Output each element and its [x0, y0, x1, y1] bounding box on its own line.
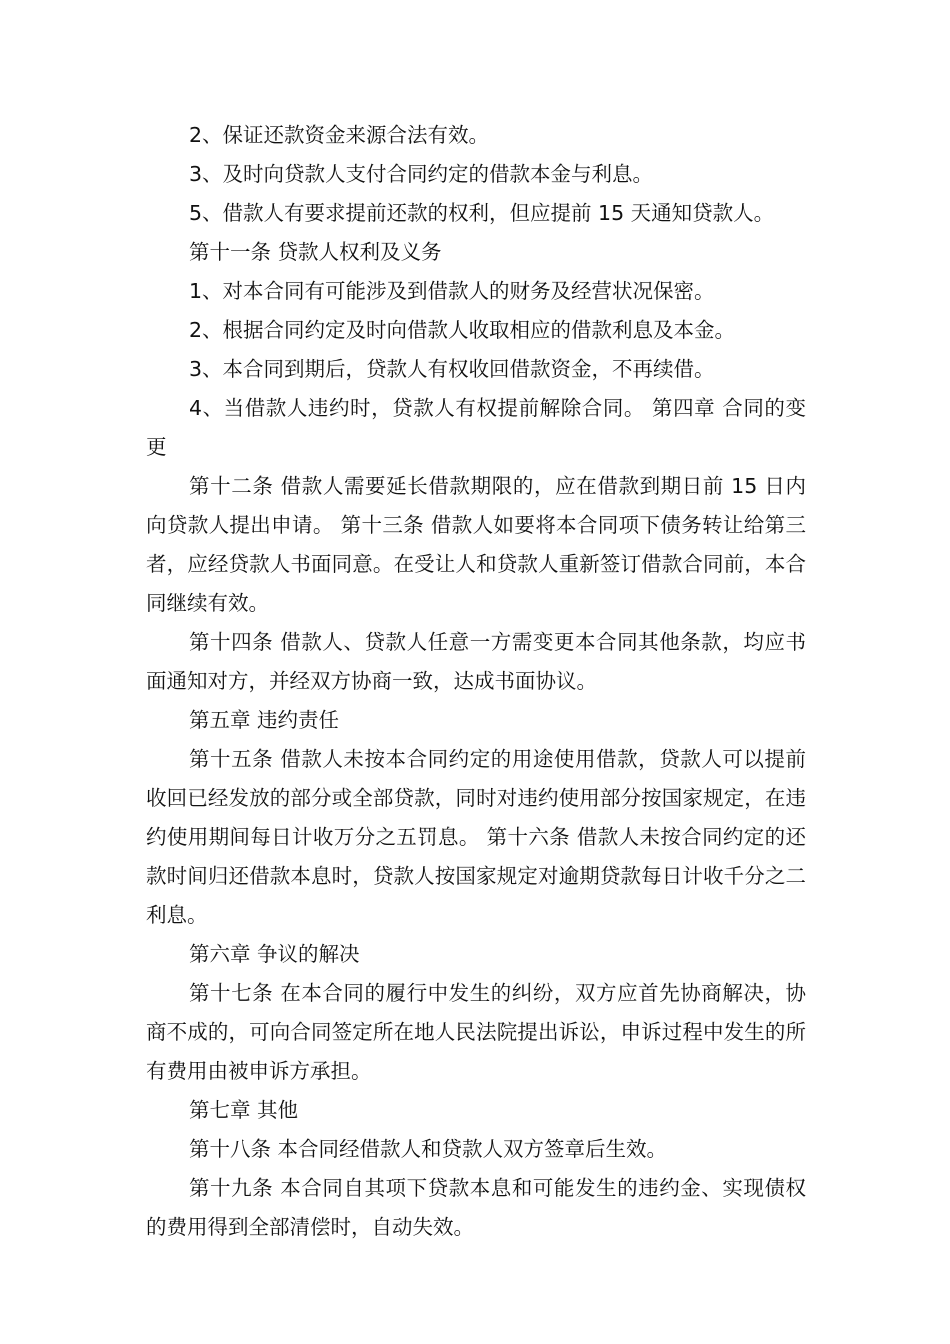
- document-body: [146, 116, 806, 1247]
- article-11-heading: 第十一条 贷款人权利及义务: [189, 240, 442, 264]
- article-18-paragraph: 第十八条 本合同经借款人和贷款人双方签章后生效。: [189, 1137, 668, 1161]
- chapter-5-heading: 第五章 违约责任: [189, 708, 340, 732]
- paragraph-timely-payment: 3、及时向贷款人支付合同约定的借款本金与利息。: [189, 162, 654, 186]
- article-17-paragraph: 第十七条 在本合同的履行中发生的纠纷，双方应首先协商解决，协商不成的，可向合同签定所在地人民法院提出诉讼，申诉过程中发生的所有费用由被申诉方承担。: [146, 981, 806, 1083]
- paragraph-repayment-source: 2、保证还款资金来源合法有效。: [189, 123, 490, 147]
- paragraph-collect-interest: 2、根据合同约定及时向借款人收取相应的借款利息及本金。: [189, 318, 736, 342]
- article-12-13-paragraph: 第十二条 借款人需要延长借款期限的，应在借款到期日前 15 日内向贷款人提出申请。 第十三条 借款人如要将本合同项下债务转让给第三者，应经贷款人书面同意。在受让人和贷款人重新签订借款合同前，本合同继续有效。: [146, 474, 806, 615]
- paragraph-early-repayment: 5、借款人有要求提前还款的权利，但应提前 15 天通知贷款人。: [189, 201, 775, 225]
- chapter-6-heading: 第六章 争议的解决: [189, 942, 360, 966]
- article-19-paragraph: 第十九条 本合同自其项下贷款本息和可能发生的违约金、实现债权的费用得到全部清偿时，自动失效。: [146, 1176, 806, 1239]
- article-15-16-paragraph: 第十五条 借款人未按本合同约定的用途使用借款，贷款人可以提前收回已经发放的部分或全部贷款，同时对违约使用部分按国家规定，在违约使用期间每日计收万分之五罚息。 第十六条 借款人未按合同约定的还款时间归还借款本息时，贷款人按国家规定对逾期贷款每日计收千分之二利息。: [146, 747, 806, 927]
- article-14-paragraph: 第十四条 借款人、贷款人任意一方需变更本合同其他条款，均应书面通知对方，并经双方协商一致，达成书面协议。: [146, 630, 806, 693]
- paragraph-recover-funds: 3、本合同到期后，贷款人有权收回借款资金，不再续借。: [189, 357, 715, 381]
- paragraph-terminate-contract: 4、当借款人违约时，贷款人有权提前解除合同。 第四章 合同的变更: [146, 396, 806, 459]
- chapter-7-heading: 第七章 其他: [189, 1098, 299, 1122]
- paragraph-confidentiality: 1、对本合同有可能涉及到借款人的财务及经营状况保密。: [189, 279, 715, 303]
